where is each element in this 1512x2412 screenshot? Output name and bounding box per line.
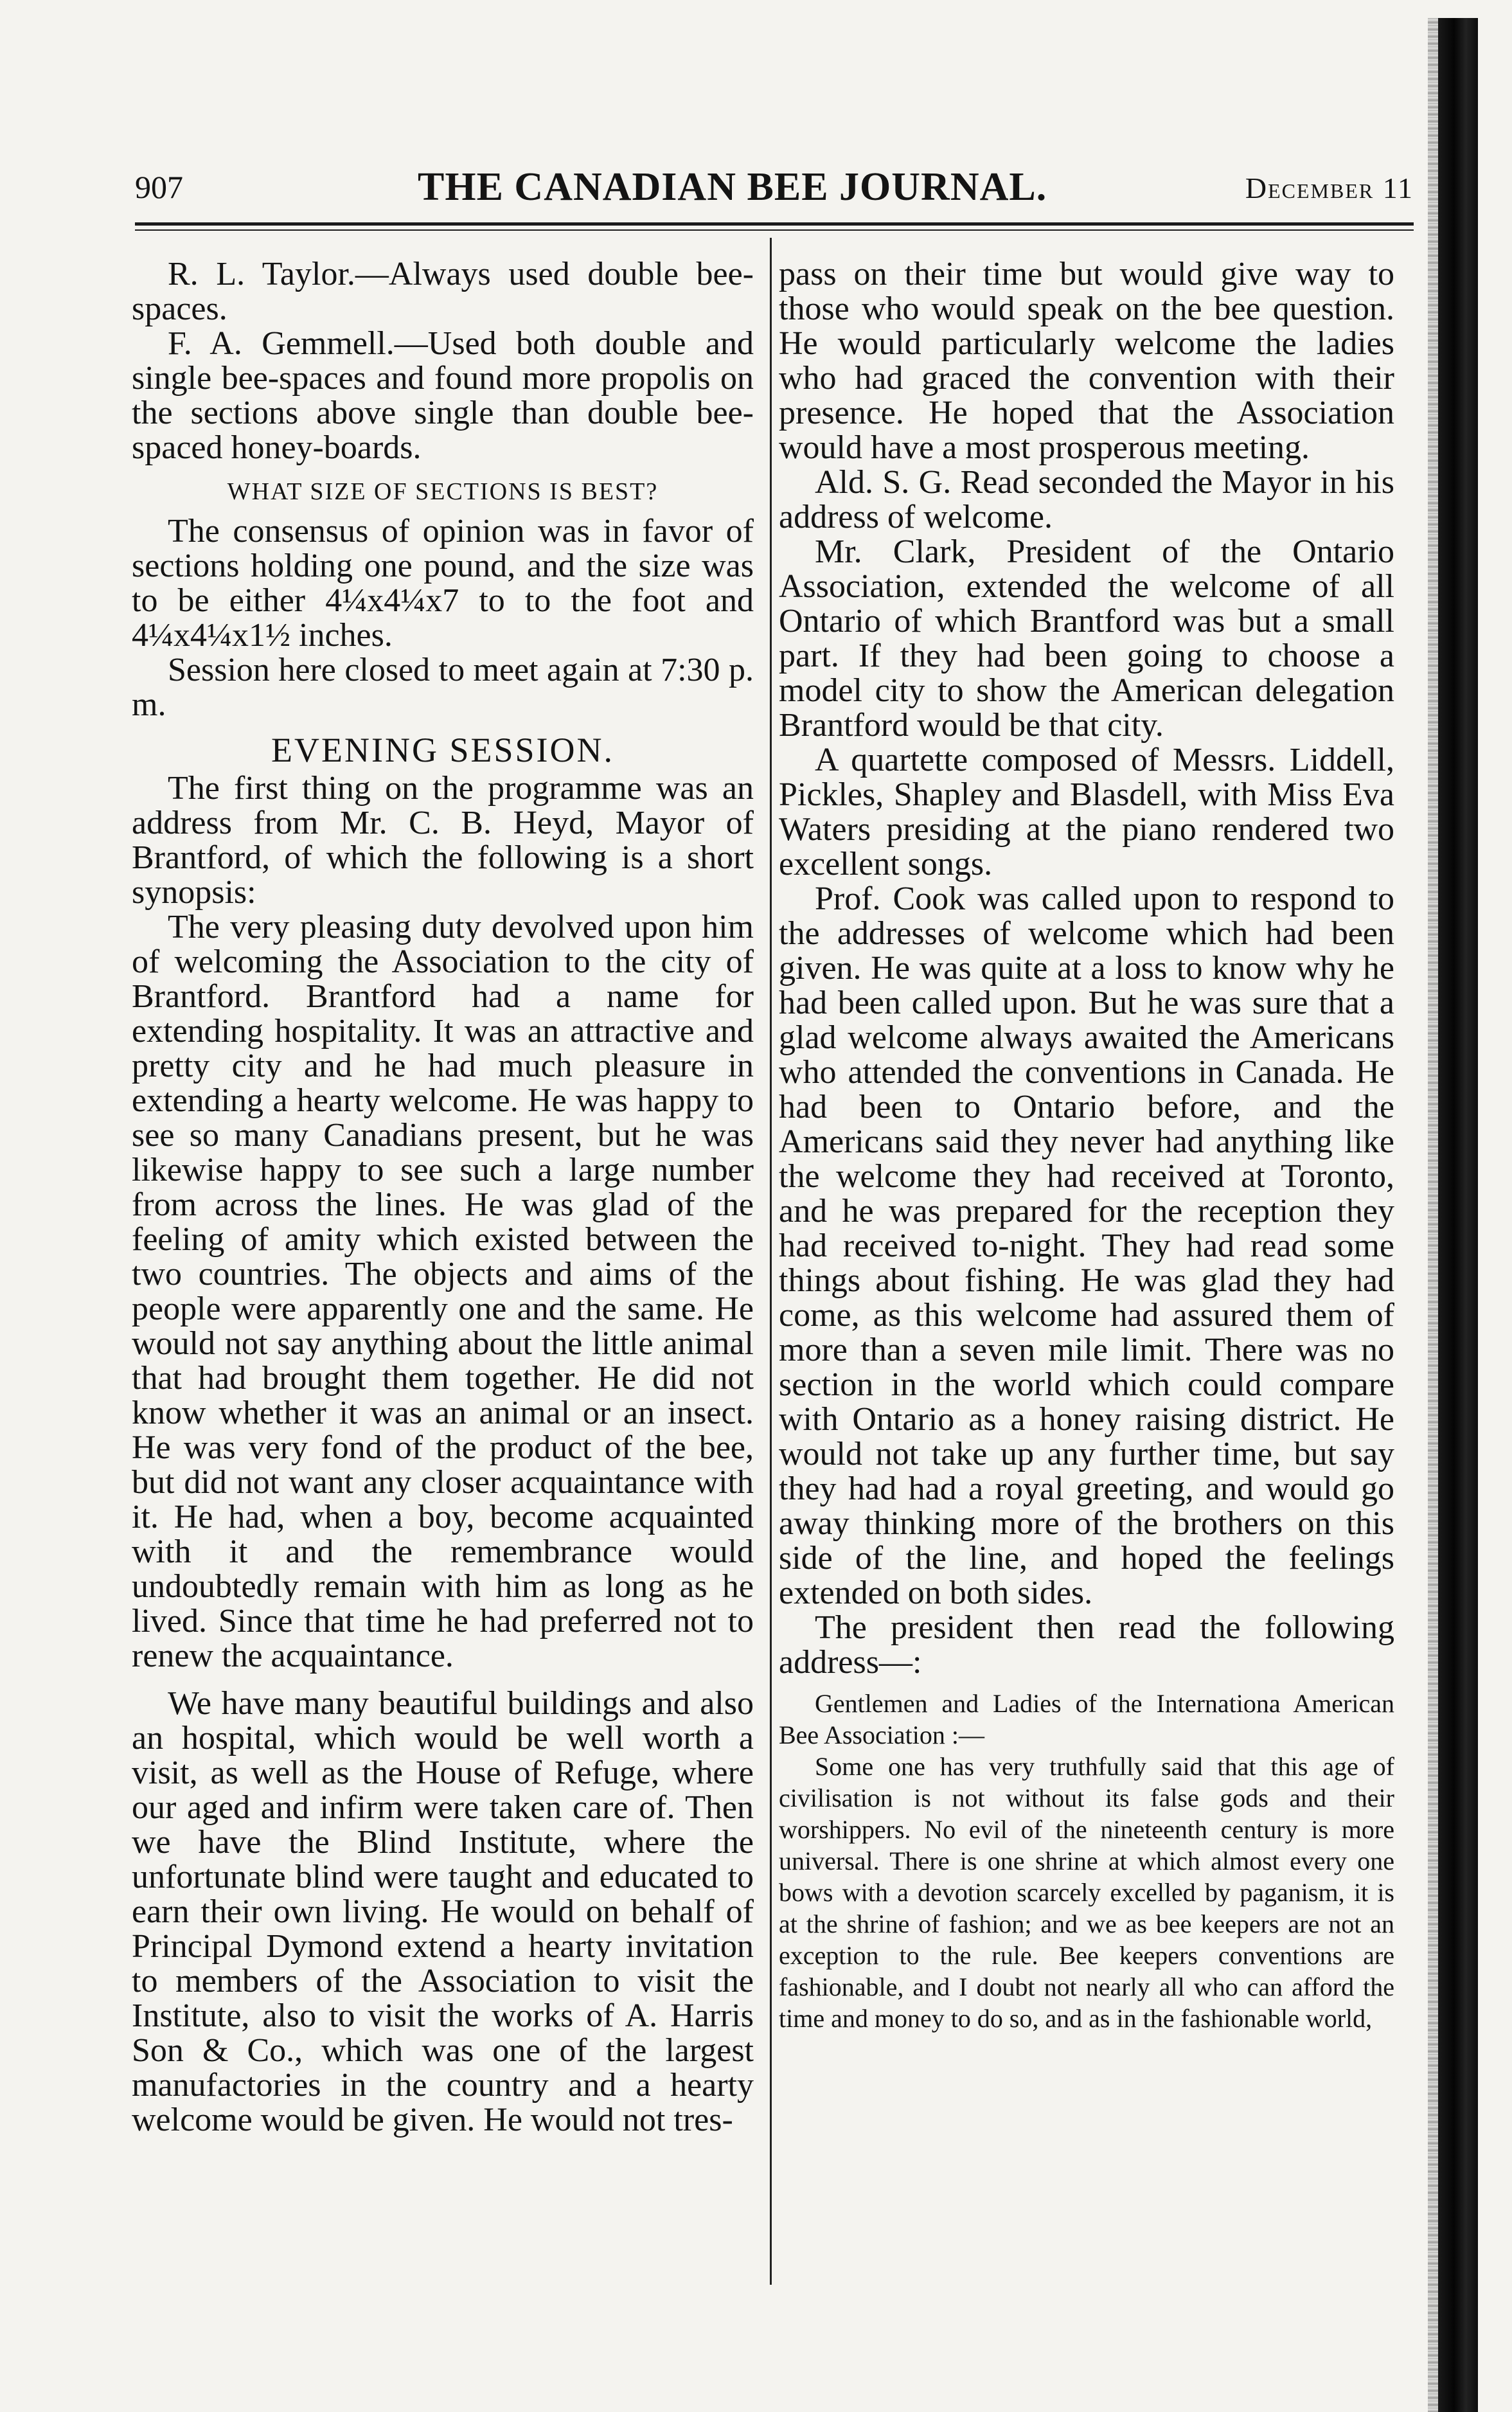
page-binding-shadow <box>1438 18 1478 2412</box>
header-rule-thin <box>135 229 1414 231</box>
running-head <box>135 165 1414 213</box>
paragraph-mayor-intro: The first thing on the programme was an address from Mr. C. B. Heyd, Mayor of Brantford, of which the following is a short synopsis: <box>132 770 754 911</box>
heading-evening-session: EVENING SESSION. <box>271 731 614 769</box>
address-body: Some one has very truthfully said that this age of civilisation is not without its false gods and their worshippers. No evil of the nineteenth century is more universal. There is one shrine at which almost every one bows with a devotion scarcely excelled by paganism, it is at the shrine of fashion; and we as bee keepers are not an exception to the rule. Bee keepers conventions are fashionable, and I doubt not nearly all who can afford the time and money to do so, and as in the fashionable world, <box>779 1752 1394 2033</box>
issue-date: December 11 <box>1245 172 1414 204</box>
paragraph-buildings: We have many beautiful buildings and also an hospital, which would be well worth a visit, as well as the House of Refuge, where our aged and infirm were taken care of. Then we have the Blind Institute, where the unfortunate blind were taught and educated to earn their own living. He would on behalf of Principal Dymond extend a hearty invitation to members of the Association to visit the Institute, also to visit the works of A. Harris Son & Co., which was one of the largest manufactories in the country and a hearty welcome would be given. He would not tres- <box>132 1685 754 2138</box>
heading-sections: WHAT SIZE OF SECTIONS IS BEST? <box>227 478 659 505</box>
address-salutation: Gentlemen and Ladies of the Internationa American Bee Association :— <box>779 1689 1394 1749</box>
paragraph-prof-cook: Prof. Cook was called upon to respond to the addresses of welcome which had been given. He was quite at a loss to know why he had been called upon. But he was sure that a glad welcome always awaited the Americans who attended the conventions in Canada. He had been to Ontario before, and the Americans said they never had anything like the welcome they had received at Toronto, and he was prepared for the reception they had received to-night. They had read some things about fishing. He was glad they had come, as this welcome had assured them of more than a seven mile limit. There was no section in the world which could compare with Ontario as a honey raising district. He would not take up any further time, but say they had had a royal greeting, and would go away thinking more of the brothers on this side of the line, and hoped the feelings extended on both sides. <box>779 880 1394 1611</box>
journal-title: THE CANADIAN BEE JOURNAL. <box>418 165 1047 209</box>
paragraph-clark: Mr. Clark, President of the Ontario Association, extended the welcome of all Ontario of which Brantford was but a small part. If they had been going to choose a model city to show the American delegation Brantford would be that city. <box>779 533 1394 744</box>
paragraph-gemmell: F. A. Gemmell.—Used both double and single bee-spaces and found more propolis on the sections above single than double bee-spaced honey-boards. <box>132 325 754 466</box>
column-separator <box>770 238 772 2285</box>
paragraph-president-address: The president then read the following address—: <box>779 1609 1394 1681</box>
paragraph-quartette: A quartette composed of Messrs. Liddell, Pickles, Shapley and Blasdell, with Miss Eva Waters presiding at the piano rendered two excellent songs. <box>779 742 1394 882</box>
header-rule-thick <box>135 222 1414 226</box>
paragraph-taylor: R. L. Taylor.—Always used double bee-spaces. <box>132 256 754 327</box>
right-column <box>779 257 1394 2034</box>
paragraph-mayor-continued: pass on their time but would give way to those who would speak on the bee question. He would particularly welcome the ladies who had graced the convention with their presence. He hoped that the Association would have a most prosperous meeting. <box>779 256 1394 466</box>
paragraph-session-closed: Session here closed to meet again at 7:30 p. m. <box>132 652 754 723</box>
binding-edge <box>1428 18 1438 2412</box>
page-number: 907 <box>135 169 183 205</box>
left-column <box>132 257 754 2138</box>
paragraph-consensus: The consensus of opinion was in favor of sections holding one pound, and the size was to be either 4¼x4¼x7 to to the foot and 4¼x4¼x1½ inches. <box>132 513 754 654</box>
paragraph-read-seconded: Ald. S. G. Read seconded the Mayor in his address of welcome. <box>779 464 1394 535</box>
paragraph-mayor-synopsis: The very pleasing duty devolved upon him of welcoming the Association to the city of Brantford. Brantford had a name for extending hospitality. It was an attractive and pretty city and he had much pleasure in extending a hearty welcome. He was happy to see so many Canadians present, but he was likewise happy to see such a large number from across the lines. He was glad of the feeling of amity which existed between the two countries. The objects and aims of the people were apparently one and the same. He would not say anything about the little animal that had brought them together. He did not know whether it was an animal or an insect. He was very fond of the product of the bee, but did not want any closer acquaintance with it. He had, when a boy, become acquainted with it and the remembrance would undoubtedly remain with him as long as he lived. Since that time he had preferred not to renew the acquaintance. <box>132 909 754 1674</box>
